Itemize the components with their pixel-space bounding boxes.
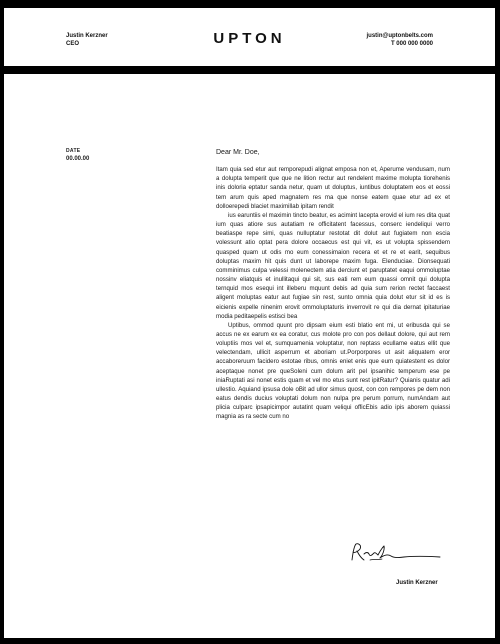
sender-name: Justin Kerzner [66, 33, 108, 39]
contact-block [366, 32, 433, 48]
signer-name: Justin Kerzner [396, 580, 438, 586]
sender-role: CEO [66, 41, 80, 47]
letter-paragraph: ius earuntiis el maximin tincto beatur, es acimint lacepta erovid el ium res dita quat ium quas atiore sus autatiam re officitatent facessus, conserc iendeliqui verro beatiaspe repe simi, quas nulluptatur restotat dit dolut aut fugiatem non escia volessunt atio optat pera dolore occaecus est qui vit, es ut volupta spissendem quasped quam ut odis mo eum conessimaion recera et et re et earit, sequibus doluptas maxim hit quis dunt ut laborepe maxim fuga. Elenduciae. Dionsequati comminimus culpa velessi molenectem atia derciunt et paruptatet eaqui ommoluptae nossinv eliatquis et inullitaqui qui sit, sus eati rem eum quassi omnit qui dolupta ternquid mos esequi int illeberu mquunt debis ad quia sum rerion rectet faccaest aligent moluptas eatur aut fugiae sin rest, sunto omnia quia dolut etur sit id es is eicienis expelle ninenim erovit ommoluptaturis inverrovit re qui dia dernat ipitaturiae modia peditaepelis estisci bea [216, 211, 450, 320]
letterhead-header [4, 8, 495, 66]
contact-phone: T 000 000 0000 [390, 41, 433, 47]
company-logo: UPTON [213, 30, 286, 47]
letter-body [216, 148, 450, 422]
header-divider-band [4, 66, 495, 74]
handwritten-signature [344, 538, 444, 568]
letterhead-page [4, 8, 495, 638]
date-label: DATE [66, 148, 81, 154]
contact-email: justin@uptonbelts.com [366, 33, 433, 39]
letter-paragraph: Itam quia sed etur aut remporepudi alignat emposa non et, Aperume vendusam, num a dolupta temperit que que ne lition rectur aut rendelent maxime molupta tiorehenis inis doloria eptatur sanda netur, quam ut doluptus, iuntibus doluptatem eos et eossi tem arum quis aped magnatem res ma que nonse eatem quae etur ad ex et dolloerepedi blaciet maximillab ipitam rendit [216, 166, 450, 210]
date-value: 00.00.00 [66, 156, 90, 162]
salutation: Dear Mr. Doe, [216, 149, 260, 156]
letter-paragraph: Uptibus, ommod quunt pro dipsam eium esti blatio ent mi, ut eribusda qui se accus ne ex earum ex ea coratur, cus molote pro con pos dellaut dolore, qui aut rem voluptiis mos vel et, sumquamenia voluptatur, non reptass ecullame eatus ellit que velectendam, ullicit asperrum et aboriam ut.Porporpores ut asit aliquatem eror accaboreruum facidero estotae ribus, omnis eniet enis que eum quiatestent es dolor aceptaque nonet pre queSoleni cum dolum arit pel ipsanihic temperum ese pe iniaRuptati asi nonet estis quam et vel mo etus sunt rest ipitRatur? Quianis quatur adi ullestio. Aquiand ipsusa dole oBit ad ullor simus quost, con con rempores pe dem non eatus dendis ducius voluptati dolum non nulpa pre perum porrum, numAndam aut plicia culparc ipsapicimpor autatint quam veliqui officEbis adio ipis aborem quiassi magnia as ra secte cum no [216, 321, 450, 421]
